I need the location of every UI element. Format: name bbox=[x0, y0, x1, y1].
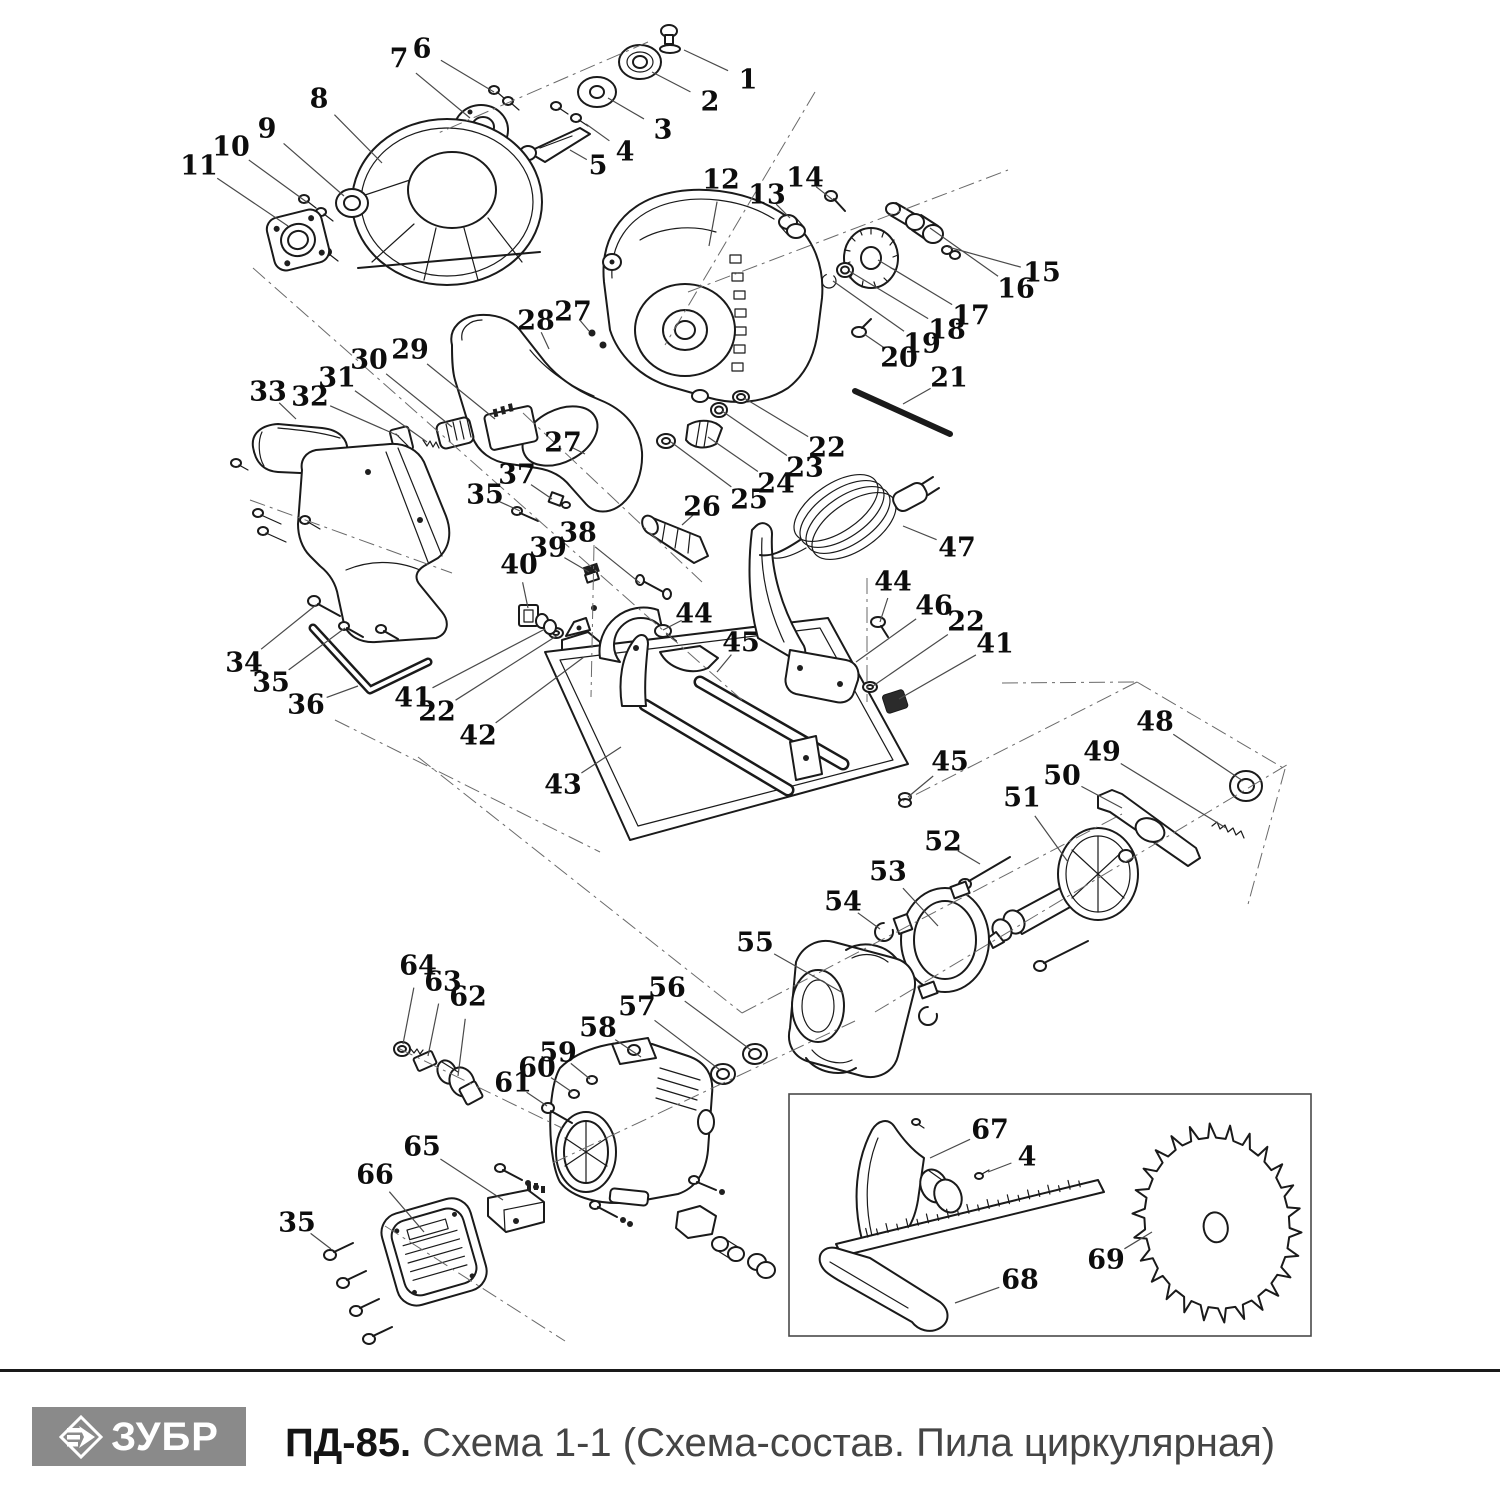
leader-line-36 bbox=[327, 686, 358, 697]
leader-line-48 bbox=[1173, 734, 1243, 781]
lower-blade-guard-8 bbox=[352, 119, 542, 285]
part-label-50: 50 bbox=[1043, 760, 1081, 792]
part-label-57: 57 bbox=[618, 991, 656, 1023]
leader-line-30 bbox=[386, 374, 452, 427]
construction-line bbox=[1002, 682, 1137, 683]
part-label-68: 68 bbox=[1001, 1264, 1039, 1296]
part-label-8: 8 bbox=[309, 83, 329, 115]
part-label-5: 5 bbox=[588, 150, 608, 182]
part-label-17: 17 bbox=[952, 300, 990, 332]
switch-65 bbox=[488, 1183, 545, 1232]
part-label-53: 53 bbox=[869, 856, 907, 888]
part-label-12: 12 bbox=[702, 164, 740, 196]
zubr-logo bbox=[32, 1407, 246, 1466]
leader-line-63 bbox=[428, 1004, 439, 1056]
part-label-58: 58 bbox=[579, 1012, 617, 1044]
part-label-40: 40 bbox=[500, 549, 538, 581]
leader-line-1 bbox=[684, 50, 728, 71]
leader-line-25 bbox=[671, 442, 731, 487]
screw-14 bbox=[825, 191, 845, 211]
leader-line-32 bbox=[330, 406, 399, 436]
leader-line-34 bbox=[261, 605, 316, 649]
leader-line-65 bbox=[440, 1159, 503, 1200]
scheme-name: Схема 1-1 (Схема-состав. Пила циркулярная) bbox=[422, 1421, 1276, 1465]
part-label-42: 42 bbox=[459, 720, 497, 752]
part-label-45: 45 bbox=[722, 627, 760, 659]
part-label-16: 16 bbox=[997, 273, 1035, 305]
part-label-67: 67 bbox=[971, 1114, 1009, 1146]
model-number: ПД-85. bbox=[285, 1421, 412, 1465]
leader-line-9 bbox=[284, 143, 344, 196]
leader-line-17 bbox=[878, 260, 952, 305]
brush-parts-62-64 bbox=[394, 1042, 483, 1105]
leader-line-16 bbox=[930, 228, 998, 276]
inner-flange-3 bbox=[578, 77, 616, 107]
part-label-48: 48 bbox=[1136, 706, 1174, 738]
zubr-logo-text: ЗУБР bbox=[111, 1414, 219, 1459]
part-label-66: 66 bbox=[356, 1159, 394, 1191]
part-label-54: 54 bbox=[824, 886, 862, 918]
part-label-18: 18 bbox=[928, 314, 966, 346]
screws-35-rear bbox=[324, 1243, 392, 1344]
armature-51 bbox=[988, 828, 1138, 948]
leader-line-47 bbox=[903, 526, 937, 540]
part-label-43: 43 bbox=[544, 769, 582, 801]
screw-4-inset bbox=[975, 1170, 989, 1179]
motor-side-body bbox=[253, 444, 449, 642]
leader-line-10 bbox=[249, 160, 308, 203]
leader-line-45 bbox=[908, 776, 933, 797]
part-label-37: 37 bbox=[498, 459, 536, 491]
part-label-34: 34 bbox=[225, 647, 263, 679]
leader-line-2 bbox=[652, 72, 690, 92]
part-label-3: 3 bbox=[653, 114, 673, 146]
part-label-65: 65 bbox=[403, 1131, 441, 1163]
leader-line-5 bbox=[570, 150, 587, 160]
leader-line-64 bbox=[403, 988, 414, 1044]
saw-blade-69 bbox=[1133, 1124, 1302, 1323]
footer-separator bbox=[0, 1369, 1500, 1372]
leader-line-11 bbox=[217, 178, 288, 226]
part-label-22: 22 bbox=[808, 432, 846, 464]
leader-line-6 bbox=[441, 60, 494, 92]
part-label-15: 15 bbox=[1023, 257, 1061, 289]
leader-line-4 bbox=[988, 1163, 1011, 1172]
part-label-14: 14 bbox=[786, 162, 824, 194]
part-label-7: 7 bbox=[389, 43, 409, 75]
part-label-11: 11 bbox=[180, 150, 218, 182]
part-label-22: 22 bbox=[947, 606, 985, 638]
leader-line-21 bbox=[903, 388, 931, 404]
part-label-36: 36 bbox=[287, 689, 325, 721]
leader-line-56 bbox=[685, 1001, 751, 1050]
part-label-20: 20 bbox=[880, 342, 918, 374]
diagram-title bbox=[285, 1421, 1275, 1465]
leader-line-67 bbox=[930, 1139, 970, 1158]
bearings-56-57 bbox=[711, 1044, 767, 1084]
spring-49 bbox=[1212, 822, 1244, 838]
zubr-logo-icon bbox=[59, 1415, 103, 1459]
part-label-52: 52 bbox=[924, 826, 962, 858]
part-label-55: 55 bbox=[736, 927, 774, 959]
part-label-56: 56 bbox=[648, 972, 686, 1004]
part-label-24: 24 bbox=[757, 468, 795, 500]
part-label-25: 25 bbox=[730, 484, 768, 516]
part-label-49: 49 bbox=[1083, 736, 1121, 768]
part-label-35: 35 bbox=[466, 479, 504, 511]
part-label-4: 4 bbox=[1017, 1141, 1037, 1173]
part-label-27: 27 bbox=[544, 427, 582, 459]
leader-line-46 bbox=[856, 619, 916, 662]
part-label-4: 4 bbox=[615, 136, 635, 168]
leader-line-4 bbox=[586, 124, 609, 141]
leader-line-41 bbox=[899, 655, 976, 699]
part-label-60: 60 bbox=[518, 1052, 556, 1084]
part-label-35: 35 bbox=[278, 1207, 316, 1239]
part-label-32: 32 bbox=[291, 381, 329, 413]
part-label-63: 63 bbox=[424, 966, 462, 998]
part-label-22: 22 bbox=[418, 696, 456, 728]
part-label-27: 27 bbox=[554, 296, 592, 328]
part-label-35: 35 bbox=[252, 667, 290, 699]
leader-line-8 bbox=[334, 115, 382, 163]
leader-line-39 bbox=[564, 558, 589, 572]
part-label-41: 41 bbox=[976, 628, 1014, 660]
part-label-51: 51 bbox=[1003, 782, 1041, 814]
part-label-30: 30 bbox=[350, 344, 388, 376]
part-label-1: 1 bbox=[738, 64, 758, 96]
part-label-23: 23 bbox=[786, 452, 824, 484]
part-label-69: 69 bbox=[1087, 1244, 1125, 1276]
leader-line-24 bbox=[708, 437, 758, 471]
leader-line-38 bbox=[595, 547, 640, 583]
gear-17 bbox=[844, 228, 898, 288]
part-label-45: 45 bbox=[931, 746, 969, 778]
part-label-33: 33 bbox=[249, 376, 287, 408]
part-label-61: 61 bbox=[494, 1067, 532, 1099]
part-label-31: 31 bbox=[318, 362, 356, 394]
end-cap-66 bbox=[377, 1194, 492, 1311]
part-label-41: 41 bbox=[394, 682, 432, 714]
riving-bracket-5 bbox=[520, 128, 590, 162]
part-label-9: 9 bbox=[257, 113, 277, 145]
stator-55 bbox=[789, 941, 915, 1077]
part-label-29: 29 bbox=[391, 334, 429, 366]
part-label-28: 28 bbox=[517, 305, 555, 337]
screws-4 bbox=[551, 102, 588, 126]
part-label-62: 62 bbox=[449, 981, 487, 1013]
part-label-21: 21 bbox=[930, 362, 968, 394]
blade-bolt-1 bbox=[660, 25, 680, 53]
screw-20 bbox=[852, 319, 871, 337]
part-label-44: 44 bbox=[675, 598, 713, 630]
part-label-10: 10 bbox=[212, 131, 250, 163]
part-label-46: 46 bbox=[915, 590, 953, 622]
part-label-59: 59 bbox=[539, 1037, 577, 1069]
screws-6 bbox=[489, 86, 519, 110]
part-label-19: 19 bbox=[903, 328, 941, 360]
part-label-6: 6 bbox=[412, 33, 432, 65]
leader-line-51 bbox=[1035, 816, 1068, 862]
part-label-39: 39 bbox=[529, 532, 567, 564]
part-label-2: 2 bbox=[700, 86, 720, 118]
part-label-64: 64 bbox=[399, 950, 437, 982]
part-label-44: 44 bbox=[874, 566, 912, 598]
leader-line-22 bbox=[744, 398, 808, 437]
inset-box bbox=[789, 1094, 1311, 1336]
leader-line-7 bbox=[416, 73, 470, 118]
part-label-13: 13 bbox=[748, 179, 786, 211]
part-label-26: 26 bbox=[683, 491, 721, 523]
tension-rod-21 bbox=[855, 391, 950, 434]
part-label-38: 38 bbox=[559, 517, 597, 549]
part-label-47: 47 bbox=[938, 532, 976, 564]
leader-line-68 bbox=[955, 1287, 999, 1303]
leader-line-3 bbox=[608, 98, 644, 119]
